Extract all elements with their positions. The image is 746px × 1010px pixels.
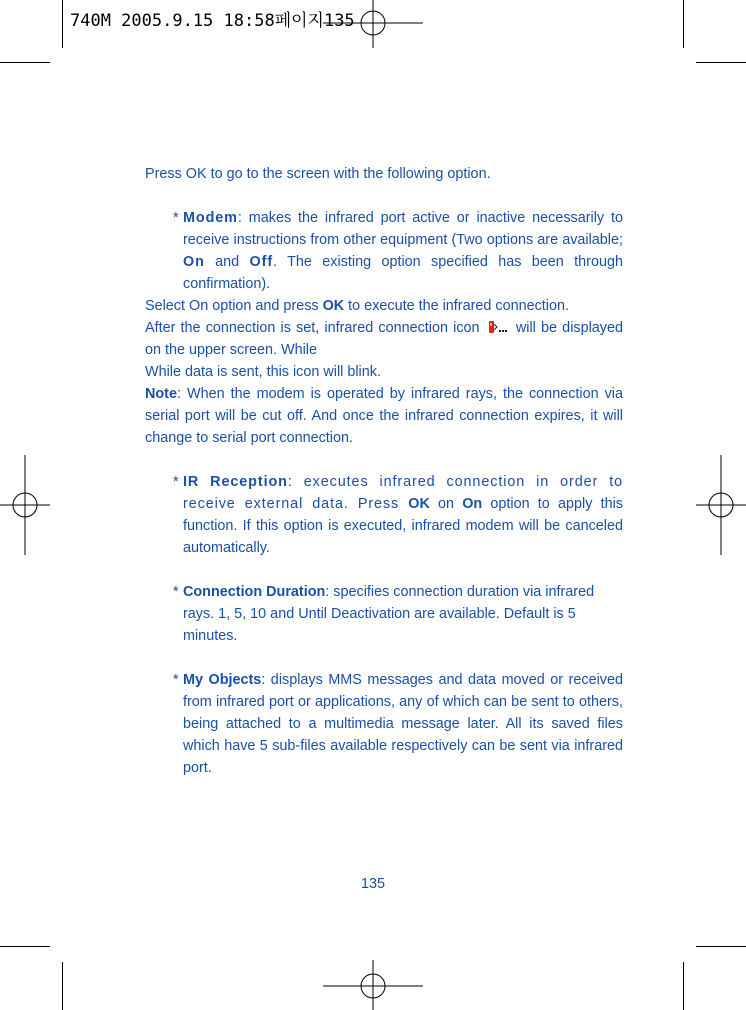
ir-reception-ok: OK	[408, 496, 430, 512]
after-text-post: will be displayed on the upper screen. While	[145, 320, 623, 358]
crop-mark-top-right-horizontal	[696, 62, 746, 63]
note-text: : When the modem is operated by infrared rays, the connection via serial port will be cut off. And once the infrared connection expires, it will change to serial port connection.	[145, 386, 623, 446]
bullet-star: *	[173, 210, 179, 226]
infrared-connection-icon	[487, 320, 509, 334]
ir-reception-label: IR Reception	[183, 474, 288, 490]
modem-and: and	[204, 254, 250, 270]
ir-reception-on-word: on	[429, 496, 463, 512]
modem-item	[145, 207, 623, 295]
modem-off-label: Off	[249, 254, 274, 270]
after-text-pre: After the connection is set, infrared connection icon	[145, 320, 485, 336]
select-ok: OK	[322, 298, 345, 314]
connection-duration-label: Connection Duration	[183, 584, 326, 600]
crop-mark-bottom-left-horizontal	[0, 946, 50, 947]
print-slug-header: 740M 2005.9.15 18:58페이지135	[70, 11, 355, 31]
while-paragraph: While data is sent, this icon will blink.	[145, 364, 381, 380]
select-text-post: to execute the infrared connection.	[344, 298, 569, 314]
page-number: 135	[360, 876, 385, 892]
note-paragraph	[145, 383, 623, 449]
crop-mark-bottom-right-horizontal	[696, 946, 746, 947]
intro-paragraph: Press OK to go to the screen with the following option.	[145, 166, 491, 182]
my-objects-item	[145, 669, 623, 779]
note-label: Note	[145, 386, 177, 402]
ir-reception-on: On	[462, 496, 483, 512]
registration-mark-bottom	[323, 960, 423, 1010]
crop-mark-top-right-vertical	[683, 0, 684, 48]
crop-mark-top-left-vertical	[62, 0, 63, 48]
ir-reception-text-1: : executes infrared connection in order to receive external data. Press	[183, 474, 623, 512]
crop-mark-top-left-horizontal	[0, 62, 50, 63]
crop-mark-bottom-right-vertical	[683, 962, 684, 1010]
modem-text-2: . The existing option specified has been through confirmation).	[183, 254, 623, 292]
connection-duration-text: : specifies connection duration via infrared rays. 1, 5, 10 and Until Deactivation are available. Default is 5 minutes.	[183, 584, 595, 644]
modem-label: Modem	[183, 210, 238, 226]
select-paragraph	[145, 295, 623, 317]
bullet-star: *	[173, 584, 179, 600]
my-objects-text: : displays MMS messages and data moved or received from infrared port or applications, any of which can be sent to others, being attached to a multimedia message later. All its saved files which have 5 sub-files available respectively can be sent via infrared port.	[183, 672, 623, 776]
modem-on-label: On	[183, 254, 205, 270]
bullet-star: *	[173, 672, 179, 688]
crop-mark-bottom-left-vertical	[62, 962, 63, 1010]
registration-mark-right	[696, 455, 746, 555]
page-body	[145, 163, 623, 779]
connection-duration-item	[145, 581, 623, 647]
ir-reception-text-2: option to apply this function. If this option is executed, infrared modem will be canceled automatically.	[183, 496, 623, 556]
my-objects-label: My Objects	[183, 672, 262, 688]
bullet-star: *	[173, 474, 179, 490]
ir-reception-item	[145, 471, 623, 559]
select-text-pre: Select On option and press	[145, 298, 323, 314]
after-paragraph	[145, 317, 623, 361]
modem-text-1: : makes the infrared port active or inactive necessarily to receive instructions from other equipment (Two options are available;	[183, 210, 623, 248]
registration-mark-left	[0, 455, 50, 555]
